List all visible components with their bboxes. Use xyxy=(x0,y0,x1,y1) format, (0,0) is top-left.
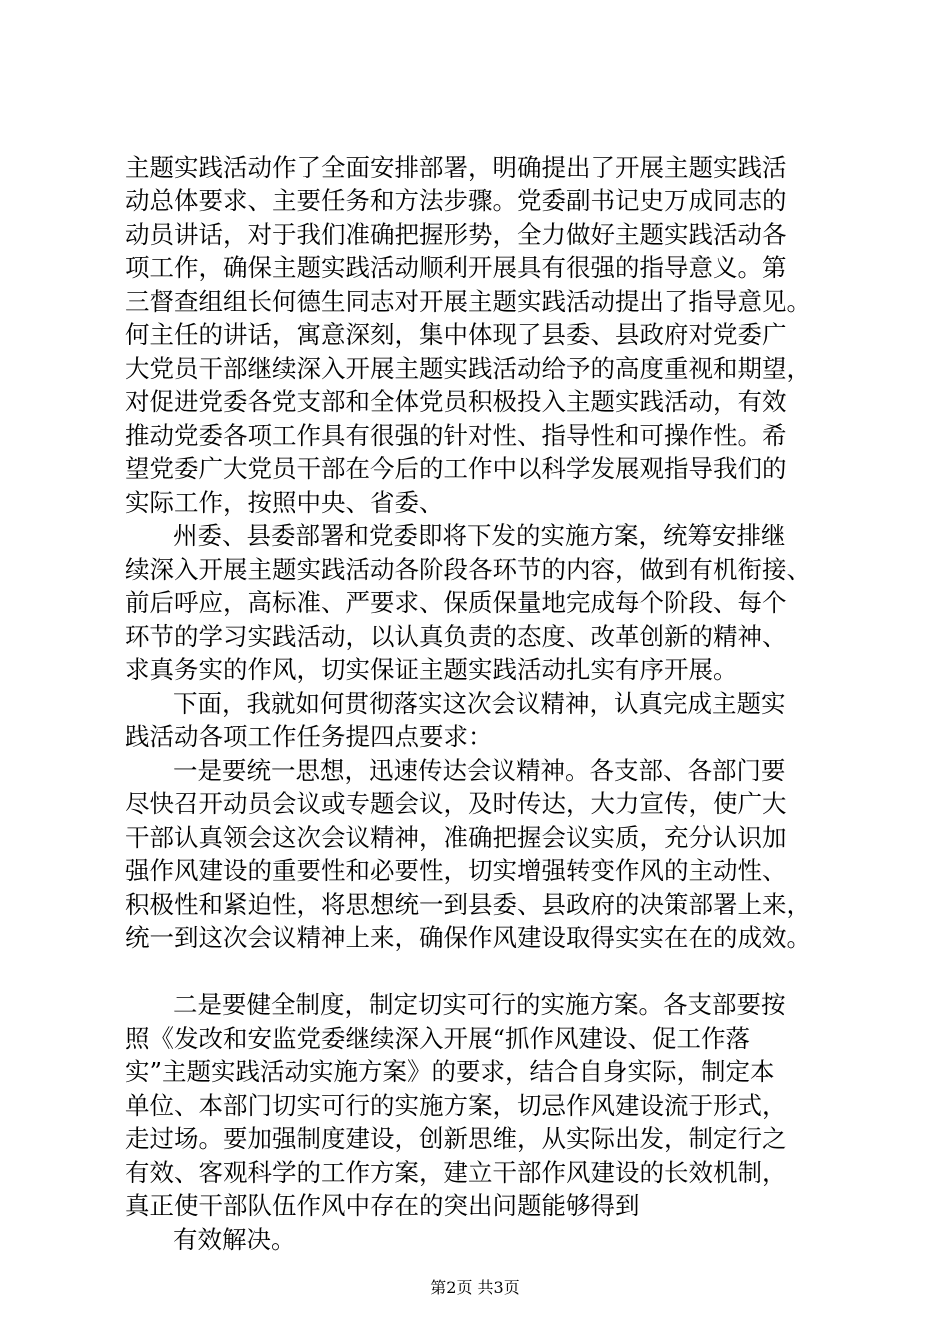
paragraph-start-line: 一是要统一思想，迅速传达会议精神。各支部、各部门要 xyxy=(173,756,786,785)
text-line: 动员讲话，对于我们准确把握形势，全力做好主题实践活动各 xyxy=(125,220,787,249)
text-line: 大党员干部继续深入开展主题实践活动给予的高度重视和期望， xyxy=(125,354,811,383)
page-number-footer: 第2页 共3页 xyxy=(430,1278,520,1297)
text-line: 项工作，确保主题实践活动顺利开展具有很强的指导意义。第 xyxy=(125,253,787,282)
text-line: 照《发改和安监党委继续深入开展“抓作风建设、促工作落 xyxy=(125,1024,751,1053)
text-line: 环节的学习实践活动，以认真负责的态度、改革创新的精神、 xyxy=(125,622,787,651)
paragraph-start-line: 下面，我就如何贯彻落实这次会议精神，认真完成主题实 xyxy=(173,689,786,718)
text-line: 干部认真领会这次会议精神，准确把握会议实质，充分认识加 xyxy=(125,823,787,852)
text-line: 动总体要求、主要任务和方法步骤。党委副书记史万成同志的 xyxy=(125,186,787,215)
text-line: 对促进党委各党支部和全体党员积极投入主题实践活动，有效 xyxy=(125,387,787,416)
text-line: 有效解决。 xyxy=(173,1225,296,1254)
paragraph-start-line: 州委、县委部署和党委即将下发的实施方案，统筹安排继 xyxy=(173,521,786,550)
text-line: 走过场。要加强制度建设，创新思维，从实际出发，制定行之 xyxy=(125,1124,787,1153)
text-line: 求真务实的作风，切实保证主题实践活动扎实有序开展。 xyxy=(125,655,738,684)
text-line: 主题实践活动作了全面安排部署，明确提出了开展主题实践活 xyxy=(125,153,787,182)
text-line: 实际工作，按照中央、省委、 xyxy=(125,488,444,517)
paragraph-start-line: 二是要健全制度，制定切实可行的实施方案。各支部要按 xyxy=(173,990,786,1019)
text-line: 推动党委各项工作具有很强的针对性、指导性和可操作性。希 xyxy=(125,421,787,450)
text-line: 何主任的讲话，寓意深刻，集中体现了县委、县政府对党委广 xyxy=(125,320,787,349)
text-line: 积极性和紧迫性，将思想统一到县委、县政府的决策部署上来， xyxy=(125,890,811,919)
text-line: 践活动各项工作任务提四点要求： xyxy=(125,722,493,751)
text-line: 望党委广大党员干部在今后的工作中以科学发展观指导我们的 xyxy=(125,454,787,483)
text-line: 单位、本部门切实可行的实施方案，切忌作风建设流于形式， xyxy=(125,1091,787,1120)
text-line: 强作风建设的重要性和必要性，切实增强转变作风的主动性、 xyxy=(125,856,787,885)
text-line: 有效、客观科学的工作方案，建立干部作风建设的长效机制， xyxy=(125,1158,787,1187)
text-line: 实”主题实践活动实施方案》的要求，结合自身实际，制定本 xyxy=(125,1057,775,1086)
text-line: 尽快召开动员会议或专题会议，及时传达，大力宣传，使广大 xyxy=(125,789,787,818)
text-line: 前后呼应，高标准、严要求、保质保量地完成每个阶段、每个 xyxy=(125,588,787,617)
text-line: 统一到这次会议精神上来，确保作风建设取得实实在在的成效。 xyxy=(125,923,811,952)
text-line: 真正使干部队伍作风中存在的突出问题能够得到 xyxy=(125,1191,640,1220)
text-line: 三督查组组长何德生同志对开展主题实践活动提出了指导意见。 xyxy=(125,287,811,316)
text-line: 续深入开展主题实践活动各阶段各环节的内容，做到有机衔接、 xyxy=(125,555,811,584)
